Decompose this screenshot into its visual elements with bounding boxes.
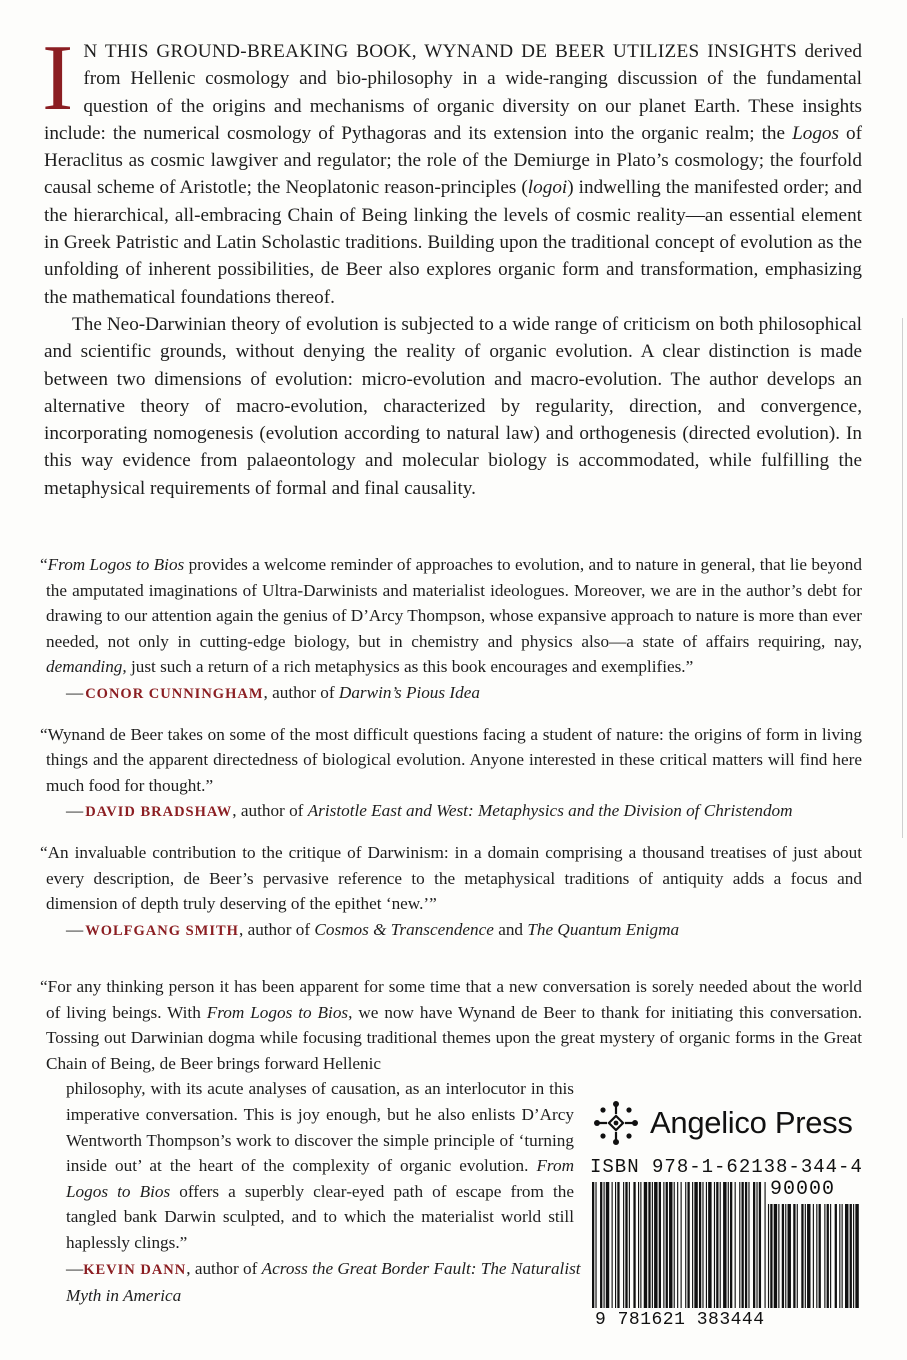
barcode-bar	[600, 1182, 602, 1308]
quote-text: just such a return of a rich metaphysics as this book encourages and exemplifies.”	[126, 657, 694, 677]
attribution-text: , author of	[238, 919, 315, 939]
quote-mark: “	[40, 555, 48, 574]
barcode-bar	[853, 1204, 854, 1308]
barcode-bar	[595, 1182, 596, 1308]
barcode-bar	[742, 1182, 744, 1308]
drop-cap: I	[42, 26, 74, 130]
barcode-bar	[748, 1182, 749, 1308]
attribution-text: , author of	[186, 1258, 262, 1278]
description-blurb	[42, 26, 863, 502]
barcode-bar	[663, 1182, 664, 1308]
endorser-name: KEVIN DANN	[83, 1261, 187, 1278]
barcode-bar	[638, 1182, 639, 1308]
attribution-text: , author of	[263, 682, 339, 702]
barcode-bar	[659, 1182, 661, 1308]
endorsement-2	[40, 722, 862, 826]
barcode-bar	[666, 1182, 668, 1308]
quote-text: , we now have Wynand de Beer to thank for initiating this conversation. Tossing out Darwinian dogma while focusing traditional themes upon the great mystery of organic forms in the Great Chain of Being, de Beer brings forward Hellenic	[46, 1002, 862, 1073]
endorsement-attribution	[66, 798, 862, 826]
barcode-bar	[699, 1182, 701, 1308]
barcode-bar	[687, 1182, 689, 1308]
barcode-ean-number: 9 781621 383444	[595, 1310, 765, 1330]
endorsement-3	[40, 840, 862, 944]
barcode-bar	[813, 1204, 814, 1308]
publisher-name: Angelico Press	[650, 1105, 853, 1140]
barcode-bar	[807, 1204, 810, 1308]
barcode-bar	[801, 1204, 803, 1308]
barcode-bar	[765, 1182, 766, 1308]
barcode-bar	[730, 1182, 732, 1308]
barcode-bar	[640, 1182, 641, 1308]
barcode-bar	[692, 1182, 693, 1308]
endorser-work: Across the Great Border Fault: The Naturalist Myth in America	[66, 1258, 581, 1306]
barcode-bar	[830, 1204, 831, 1308]
barcode-bar	[845, 1204, 848, 1308]
barcode-bar	[592, 1182, 594, 1308]
barcode-bar	[706, 1182, 707, 1308]
endorsement-text	[40, 974, 862, 1076]
endorsement-text-continued	[66, 1076, 574, 1255]
barcode-bar	[615, 1182, 616, 1308]
barcode-bar	[702, 1182, 703, 1308]
barcode-bar	[652, 1182, 653, 1308]
barcode-bar	[685, 1182, 686, 1308]
endorser-work: The Quantum Enigma	[527, 919, 680, 939]
barcode-bar	[745, 1182, 747, 1308]
barcode-addon-number: 90000	[770, 1178, 836, 1201]
blurb-paragraph-1	[42, 26, 863, 311]
barcode-bar	[768, 1204, 769, 1308]
endorser-name: CONOR CUNNINGHAM	[85, 685, 264, 702]
book-title: From Logos to Bios	[47, 555, 185, 574]
barcode-bar	[720, 1182, 721, 1308]
barcode-bar	[793, 1204, 795, 1308]
barcode-bar	[674, 1182, 675, 1308]
endorsement-attribution	[66, 917, 862, 945]
barcode-bar	[788, 1204, 791, 1308]
barcode-bar	[835, 1204, 837, 1308]
barcode-bar	[648, 1182, 650, 1308]
barcode-bar	[728, 1182, 729, 1308]
endorsement-text	[40, 552, 862, 680]
barcode-bar	[778, 1204, 779, 1308]
endorsements	[40, 552, 862, 958]
barcode-bar	[654, 1182, 657, 1308]
quote-text: philosophy, with its acute analyses of causation, as an interlocutor in this imperative conversation. This is joy enough, but he also enlists D’Arcy Wentworth Thompson’s work to discover the simple principle of ‘turning inside out’ at the heart of the complexity of organic evolution.	[66, 1079, 574, 1176]
barcode-bar	[805, 1204, 806, 1308]
barcode-bar	[633, 1182, 635, 1308]
barcode-bar	[855, 1204, 858, 1308]
attribution-text: , author of	[232, 801, 308, 821]
barcode-bar	[735, 1182, 736, 1308]
attribution-dash: —	[66, 1258, 84, 1278]
barcode-bar	[839, 1204, 840, 1308]
barcode-bar	[797, 1204, 798, 1308]
barcode-bar	[612, 1182, 613, 1308]
quote-emphasis: demanding,	[46, 657, 127, 677]
barcode-bar	[782, 1204, 784, 1308]
blurb-text: derived from Hellenic cosmology and bio-philosophy in a wide-ranging discussion of the fundamental question of the origins and mechanisms of organic diversity on our planet Earth. These insights include: the numerical cosmology of Pythagoras and its extension into the organic realm; the	[44, 41, 862, 144]
barcode-bar	[644, 1182, 647, 1308]
blurb-paragraph-2: The Neo-Darwinian theory of evolution is subjected to a wide range of criticism on both philosophical and scientific grounds, without denying the reality of organic evolution. A clear distinction is made between two dimensions of evolution: micro-evolution and macro-evolution. The author develops an alternative theory of macro-evolution, characterized by regularity, direction, and convergence, incorporating nomogenesis (evolution according to natural law) and orthogenesis (directed evolution). In this way evidence from palaeontology and molecular biology is accommodated, while fulfilling the metaphysical requirements of formal and final causality.	[44, 313, 862, 499]
barcode-bar	[714, 1182, 715, 1308]
barcode-bar	[756, 1182, 757, 1308]
endorser-name: WOLFGANG SMITH	[85, 922, 239, 939]
quote-text: offers a superbly clear-eyed path of escape from the tangled bank Darwin sculpted, and to which the materialist world still haplessly clings.”	[66, 1181, 574, 1252]
barcode-bar	[774, 1204, 777, 1308]
barcode-bar	[677, 1182, 678, 1308]
barcode-bar	[739, 1182, 740, 1308]
barcode-bar	[681, 1182, 682, 1308]
isbn-label: ISBN 978-1-62138-344-4	[590, 1156, 863, 1178]
endorser-work: Cosmos & Transcendence	[314, 919, 494, 939]
endorser-work: Aristotle East and West: Metaphysics and the Division of Christendom	[307, 801, 793, 821]
barcode-bar	[716, 1182, 718, 1308]
attribution-dash: —	[66, 919, 84, 939]
barcode-bar	[617, 1182, 619, 1308]
blurb-italic: Logos	[792, 122, 839, 144]
publisher-logo	[592, 1098, 872, 1148]
blurb-text: ) indwelling the manifested order; and the hierarchical, all-embracing Chain of Being linking the levels of cosmic reality—an essential element in Greek Patristic and Latin Scholastic traditions. Building upon the traditional concept of evolution as the unfolding of inherent possibilities, de Beer also explores organic form and transformation, emphasizing the mathematical foundations thereof.	[44, 177, 862, 308]
barcode-bar	[604, 1182, 605, 1308]
blurb-italic: logoi	[527, 177, 568, 199]
quote-text: provides a welcome reminder of approaches to evolution, and to nature in general, that lie beyond the amputated imaginations of Ultra-Darwinists and materialist ideologues. Moreover, we are in the author’s debt for drawing to our attention again the genius of D’Arcy Thompson, whose expansive approach to nature is more than ever needed, not only in cutting-edge biology, but in chemistry and physics also—a state of affairs requiring, nay,	[46, 555, 862, 651]
barcode-bar	[827, 1204, 829, 1308]
barcode-bar	[708, 1182, 711, 1308]
barcode-bar	[816, 1204, 817, 1308]
barcode-bar	[824, 1204, 825, 1308]
quote-text: “For any thinking person it has been apparent for some time that a new conversation is sorely needed about the world of living beings. With	[40, 977, 862, 1022]
book-title: From Logos to Bios	[206, 1002, 349, 1022]
barcode-bar	[770, 1204, 772, 1308]
blurb-text: of Heraclitus as cosmic lawgiver and regulator; the role of the Demiurge in Plato’s cosmology; the fourfold causal scheme of Aristotle; the Neoplatonic reason-principles (	[44, 122, 863, 199]
endorser-name: DAVID BRADSHAW	[85, 804, 233, 821]
barcode-bar	[723, 1182, 726, 1308]
barcode-bar	[753, 1182, 755, 1308]
endorsement-attribution	[66, 680, 862, 708]
blurb-opening-caps: N THIS GROUND-BREAKING BOOK, WYNAND DE BEER UTILIZES INSIGHTS	[83, 41, 798, 62]
endorsement-text: “An invaluable contribution to the critique of Darwinism: in a domain comprising a thousand treatises of just about every description, de Beer’s pervasive reference to the metaphysical traditions of antiquity adds a focus and dimension of depth truly deserving of the epithet ‘new.’”	[40, 842, 862, 914]
barcode-bar	[785, 1204, 786, 1308]
barcode-bar	[669, 1182, 672, 1308]
barcode-bar	[842, 1204, 843, 1308]
cross-emblem-icon	[592, 1099, 640, 1147]
endorsement-attribution	[66, 1256, 586, 1309]
book-title: From Logos to Bios	[66, 1156, 574, 1201]
attribution-dash: —	[66, 801, 84, 821]
barcode-bar	[819, 1204, 821, 1308]
barcode-bar	[623, 1182, 624, 1308]
barcode-bar	[625, 1182, 627, 1308]
endorsement-1	[40, 552, 862, 708]
barcode-bar	[759, 1182, 761, 1308]
endorsement-text: “Wynand de Beer takes on some of the most difficult questions facing a student of nature: the origins of form in living things and the apparent directedness of biological evolution. Anyone interested in these critical matters will find here much food for thought.”	[40, 724, 862, 795]
barcode-bar	[694, 1182, 697, 1308]
attribution-dash: —	[66, 682, 84, 702]
endorser-work: Darwin’s Pious Idea	[338, 682, 480, 702]
attribution-text: and	[493, 919, 528, 939]
barcode-bar	[850, 1204, 852, 1308]
edge-line	[902, 318, 903, 838]
barcode-bar	[606, 1182, 609, 1308]
barcode-bar	[629, 1182, 630, 1308]
